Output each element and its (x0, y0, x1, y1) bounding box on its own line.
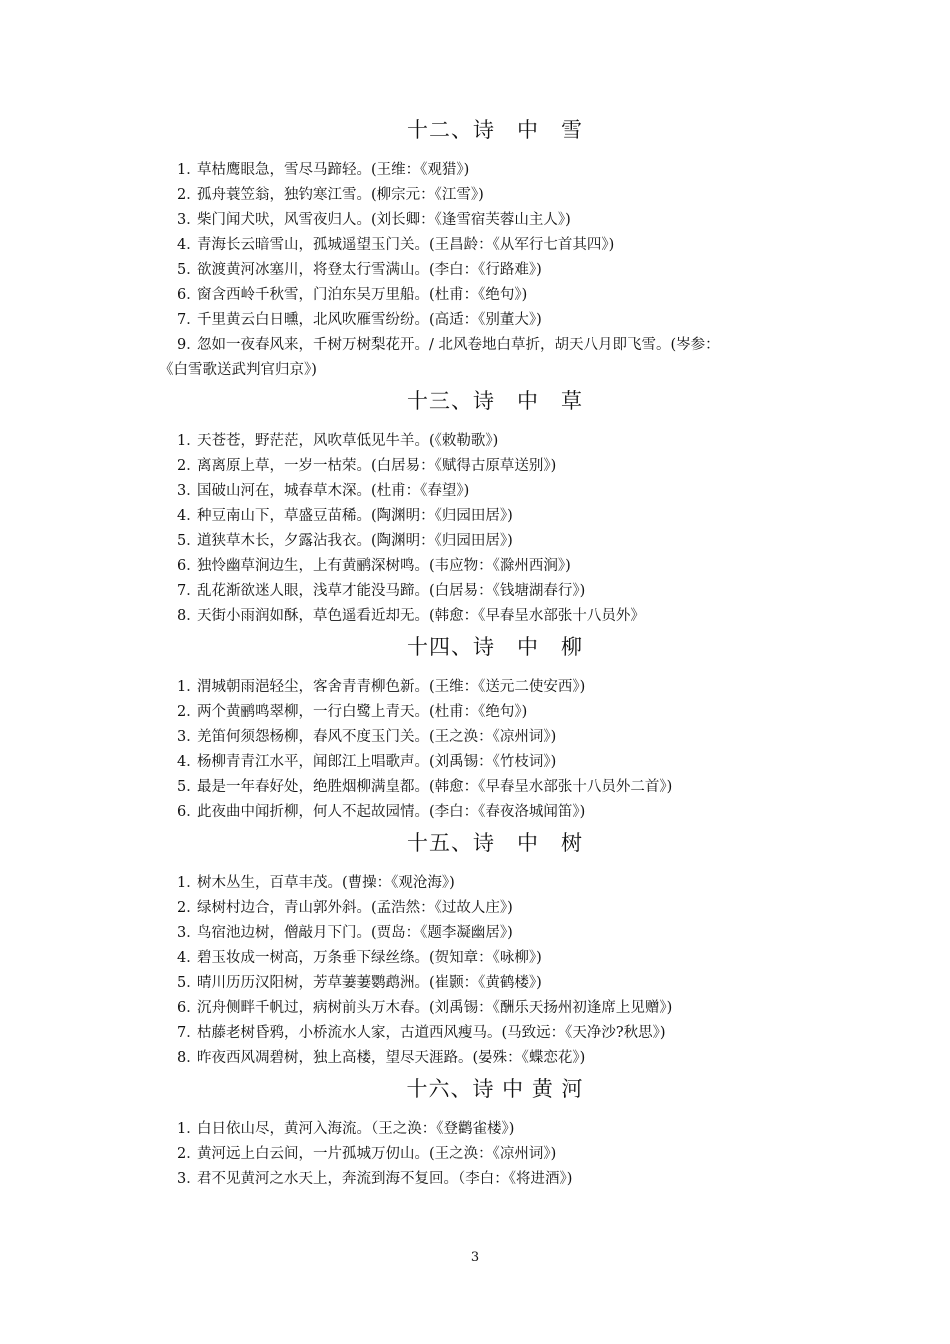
item-text: 千里黄云白日曛，北风吹雁雪纷纷。(高适：《别董大》) (197, 312, 542, 328)
list-item (165, 996, 825, 1021)
list-item (165, 429, 825, 454)
item-number: 1． (177, 433, 201, 449)
item-text: 独怜幽草涧边生，上有黄鹂深树鸣。(韦应物：《滁州西涧》) (197, 558, 571, 574)
list-item (165, 800, 825, 825)
list-item (165, 700, 825, 725)
section-willow (165, 629, 825, 825)
item-number: 6． (177, 804, 201, 820)
list-item (165, 896, 825, 921)
item-text: 碧玉妆成一树高，万条垂下绿丝绦。(贺知章：《咏柳》) (197, 950, 542, 966)
item-number: 8． (177, 608, 201, 624)
item-text: 柴门闻犬吠，风雪夜归人。(刘长卿：《逢雪宿芙蓉山主人》) (197, 212, 571, 228)
item-text: 离离原上草，一岁一枯荣。(白居易：《赋得古原草送别》) (197, 458, 557, 474)
list-item (165, 258, 825, 283)
item-text: 种豆南山下，草盛豆苗稀。(陶渊明：《归园田居》) (197, 508, 513, 524)
item-text: 枯藤老树昏鸦，小桥流水人家，古道西风瘦马。(马致远：《天净沙?秋思》) (197, 1025, 666, 1041)
list-item (165, 554, 825, 579)
list-item (165, 725, 825, 750)
item-text: 青海长云暗雪山，孤城遥望玉门关。(王昌龄：《从军行七首其四》) (197, 237, 615, 253)
list-item (165, 183, 825, 208)
list-item (165, 1142, 825, 1167)
item-number: 6． (177, 287, 201, 303)
item-text: 天街小雨润如酥，草色遥看近却无。(韩愈：《早春呈水部张十八员外》 (197, 608, 645, 624)
list-item (165, 454, 825, 479)
item-text: 乱花渐欲迷人眼，浅草才能没马蹄。(白居易：《钱塘湖春行》) (197, 583, 586, 599)
section-title: 十二、诗 中 雪 (407, 118, 583, 142)
item-text: 渭城朝雨浥轻尘，客舍青青柳色新。(王维：《送元二使安西》) (197, 679, 586, 695)
item-number: 2． (177, 900, 201, 916)
list-item (165, 208, 825, 233)
list-item (165, 971, 825, 996)
item-number: 7． (177, 312, 201, 328)
item-number: 3． (177, 1171, 201, 1187)
item-number: 4． (177, 754, 201, 770)
section-title: 十六、诗 中 黄 河 (406, 1077, 584, 1101)
item-text: 鸟宿池边树，僧敲月下门。(贾岛：《题李凝幽居》) (197, 925, 513, 941)
list-item (165, 675, 825, 700)
item-number: 1． (177, 875, 201, 891)
item-text: 窗含西岭千秋雪，门泊东吴万里船。(杜甫：《绝句》) (197, 287, 528, 303)
item-number: 2． (177, 1146, 201, 1162)
list-item (165, 750, 825, 775)
list-item (165, 333, 825, 358)
item-text: 君不见黄河之水天上，奔流到海不复回。（李白：《将进酒》) (197, 1171, 573, 1187)
page-number: 3 (470, 1250, 480, 1265)
list-item (165, 283, 825, 308)
section-snow (159, 112, 825, 383)
item-number: 4． (177, 508, 201, 524)
item-number: 5． (177, 779, 201, 795)
item-number: 3． (177, 729, 201, 745)
section-title: 十五、诗 中 树 (407, 831, 583, 855)
item-text-continuation: 《白雪歌送武判官归京》) (159, 362, 317, 378)
item-text: 绿树村边合，青山郭外斜。(孟浩然：《过故人庄》) (197, 900, 513, 916)
item-number: 2． (177, 458, 201, 474)
item-text: 欲渡黄河冰塞川，将登太行雪满山。(李白：《行路难》) (197, 262, 542, 278)
item-number: 1． (177, 1121, 201, 1137)
list-item (165, 579, 825, 604)
list-item (165, 1167, 825, 1192)
item-number: 3． (177, 925, 201, 941)
item-text: 白日依山尽，黄河入海流。（王之涣：《登鹳雀楼》) (197, 1121, 515, 1137)
item-text: 道狭草木长，夕露沾我衣。(陶渊明：《归园田居》) (197, 533, 513, 549)
item-number: 1． (177, 679, 201, 695)
section-title: 十四、诗 中 柳 (407, 635, 583, 659)
section-grass (165, 383, 825, 629)
list-item (165, 529, 825, 554)
item-text: 两个黄鹂鸣翠柳，一行白鹭上青天。(杜甫：《绝句》) (197, 704, 528, 720)
item-number: 1． (177, 162, 201, 178)
list-item-continuation (159, 358, 825, 383)
item-number: 5． (177, 262, 201, 278)
item-text: 国破山河在，城春草木深。(杜甫：《春望》) (197, 483, 470, 499)
item-number: 4． (177, 237, 201, 253)
section-yellow-river (165, 1071, 825, 1192)
list-item (165, 479, 825, 504)
item-number: 5． (177, 533, 201, 549)
document-content (159, 112, 825, 1192)
list-item (165, 504, 825, 529)
item-number: 6． (177, 1000, 201, 1016)
list-item (165, 775, 825, 800)
section-tree (165, 825, 825, 1071)
item-text: 沉舟侧畔千帆过，病树前头万木春。(刘禹锡：《酬乐天扬州初逢席上见赠》) (197, 1000, 673, 1016)
item-number: 4． (177, 950, 201, 966)
item-number: 8． (177, 1050, 201, 1066)
item-number: 2． (177, 704, 201, 720)
item-number: 2． (177, 187, 201, 203)
item-number: 7． (177, 1025, 201, 1041)
list-item (165, 1046, 825, 1071)
item-text: 孤舟蓑笠翁，独钓寒江雪。(柳宗元：《江雪》) (197, 187, 484, 203)
item-text: 草枯鹰眼急，雪尽马蹄轻。(王维：《观猎》) (197, 162, 470, 178)
item-text: 羌笛何须怨杨柳，春风不度玉门关。(王之涣：《凉州词》) (197, 729, 557, 745)
item-text: 树木丛生，百草丰茂。(曹操：《观沧海》) (197, 875, 455, 891)
item-number: 9． (177, 337, 201, 353)
item-number: 3． (177, 483, 201, 499)
list-item (165, 921, 825, 946)
list-item (165, 871, 825, 896)
item-number: 7． (177, 583, 201, 599)
section-title: 十三、诗 中 草 (407, 389, 583, 413)
item-number: 5． (177, 975, 201, 991)
item-number: 6． (177, 558, 201, 574)
list-item (165, 1117, 825, 1142)
item-text: 忽如一夜春风来，千树万树梨花开。/ 北风卷地白草折，胡天八月即飞雪。(岑参： (197, 337, 720, 353)
list-item (165, 308, 825, 333)
item-text: 最是一年春好处，绝胜烟柳满皇都。(韩愈：《早春呈水部张十八员外二首》) (197, 779, 673, 795)
item-text: 晴川历历汉阳树，芳草萋萋鹦鹉洲。(崔颢：《黄鹤楼》) (197, 975, 542, 991)
list-item (165, 233, 825, 258)
item-text: 黄河远上白云间，一片孤城万仞山。(王之涣：《凉州词》) (197, 1146, 557, 1162)
item-text: 昨夜西风凋碧树，独上高楼，望尽天涯路。(晏殊：《蝶恋花》) (197, 1050, 586, 1066)
item-text: 天苍苍，野茫茫，风吹草低见牛羊。(《敕勒歌》) (197, 433, 499, 449)
item-number: 3． (177, 212, 201, 228)
list-item (165, 1021, 825, 1046)
item-text: 杨柳青青江水平，闻郎江上唱歌声。(刘禹锡：《竹枝词》) (197, 754, 557, 770)
item-text: 此夜曲中闻折柳，何人不起故园情。(李白：《春夜洛城闻笛》) (197, 804, 586, 820)
list-item (165, 604, 825, 629)
list-item (165, 946, 825, 971)
list-item (165, 158, 825, 183)
